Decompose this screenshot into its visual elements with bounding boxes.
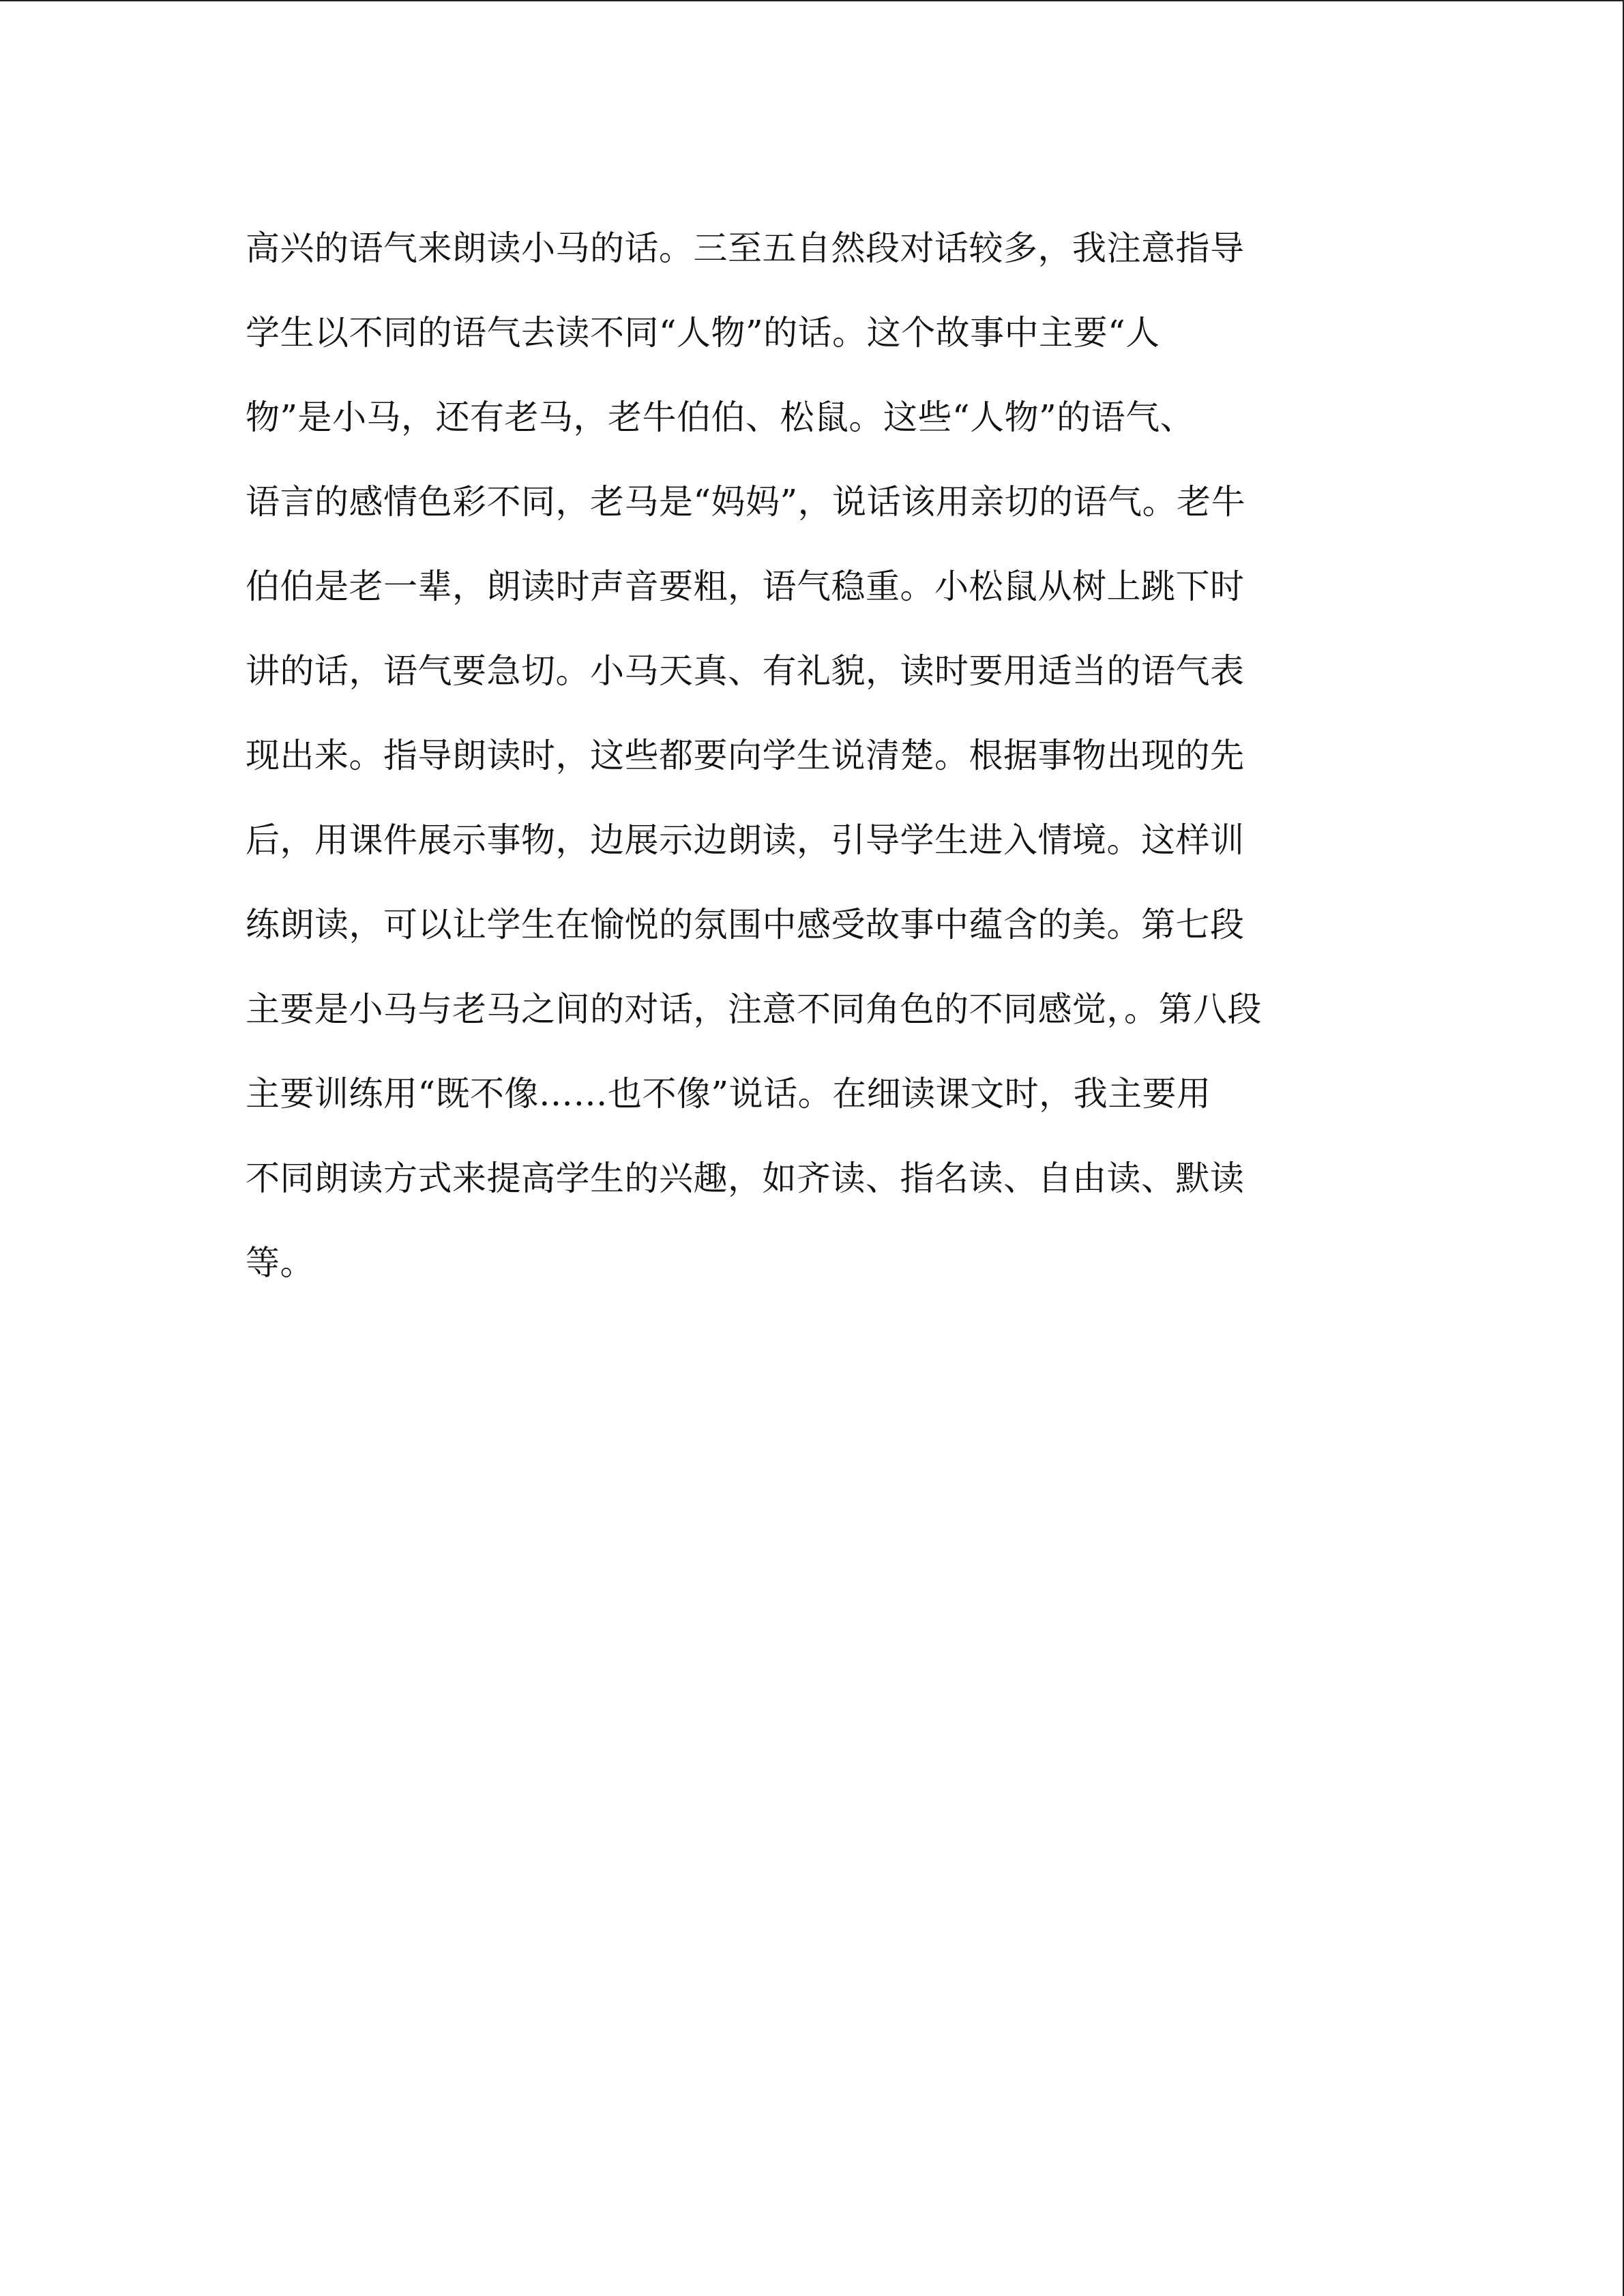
text-line: 伯伯是老一辈，朗读时声音要粗，语气稳重。小松鼠从树上跳下时: [246, 567, 1245, 606]
text-line: 高兴的语气来朗读小马的话。三至五自然段对话较多，我注意指导: [246, 228, 1245, 268]
text-line: 讲的话，语气要急切。小马天真、有礼貌，读时要用适当的语气表: [246, 651, 1245, 691]
text-line: 主要是小马与老马之间的对话，注意不同角色的不同感觉，。第八段: [246, 989, 1262, 1029]
text-line: 学生以不同的语气去读不同“人物”的话。这个故事中主要“人: [246, 313, 1160, 353]
text-line: 练朗读，可以让学生在愉悦的氛围中感受故事中蕴含的美。第七段: [246, 905, 1245, 944]
text-line: 物”是小马，还有老马，老牛伯伯、松鼠。这些“人物”的语气、: [246, 398, 1195, 437]
text-line: 后，用课件展示事物，边展示边朗读，引导学生进入情境。这样训: [246, 820, 1245, 860]
text-line: 等。: [246, 1243, 314, 1283]
text-line: 不同朗读方式来提高学生的兴趣，如齐读、指名读、自由读、默读: [246, 1159, 1245, 1198]
text-line: 现出来。指导朗读时，这些都要向学生说清楚。根据事物出现的先: [246, 736, 1245, 775]
text-line: 主要训练用“既不像……也不像”说话。在细读课文时，我主要用: [246, 1074, 1211, 1114]
text-line: 语言的感情色彩不同，老马是“妈妈”，说话该用亲切的语气。老牛: [246, 482, 1246, 522]
body-paragraph: [246, 206, 1391, 1305]
